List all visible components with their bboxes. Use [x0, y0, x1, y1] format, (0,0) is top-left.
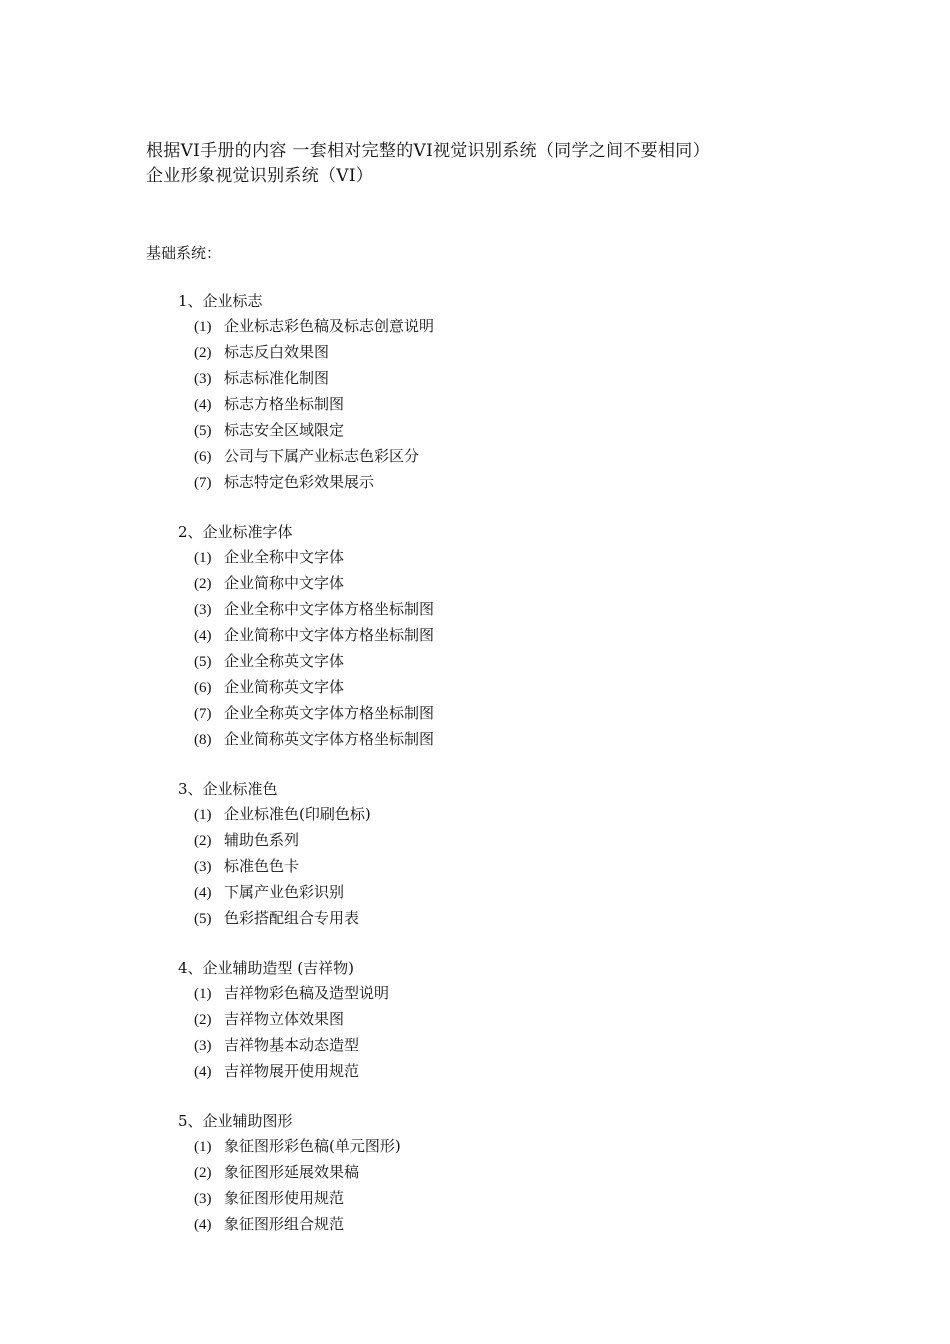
- list-item: [194, 1007, 828, 1033]
- item-text: 公司与下属产业标志色彩区分: [224, 447, 420, 465]
- item-text: 吉祥物立体效果图: [224, 1010, 345, 1028]
- item-number: (2): [194, 833, 212, 849]
- section-title: 4、企业辅助造型 (吉祥物): [178, 959, 355, 977]
- list-item: [194, 392, 828, 418]
- item-text: 吉祥物展开使用规范: [224, 1062, 360, 1080]
- item-text: 标志反白效果图: [224, 343, 330, 361]
- list-item: [194, 906, 828, 932]
- item-text: 象征图形使用规范: [224, 1189, 345, 1207]
- base-system-heading: 基础系统：: [146, 244, 222, 262]
- item-number: (7): [194, 706, 212, 722]
- item-number: (1): [194, 550, 212, 566]
- list-item: [194, 545, 828, 571]
- item-number: (2): [194, 576, 212, 592]
- item-number: (2): [194, 1165, 212, 1181]
- item-number: (4): [194, 1064, 212, 1080]
- list-item: [194, 649, 828, 675]
- item-text: 企业全称英文字体方格坐标制图: [224, 704, 435, 722]
- item-text: 象征图形彩色稿(单元图形): [224, 1137, 401, 1155]
- item-number: (6): [194, 680, 212, 696]
- section-title: 1、企业标志: [178, 292, 263, 310]
- list-item: [194, 623, 828, 649]
- list-item: [194, 571, 828, 597]
- section-auxiliary-graphics: [178, 1109, 828, 1238]
- section-title: 2、企业标准字体: [178, 523, 293, 541]
- item-text: 吉祥物彩色稿及造型说明: [224, 984, 390, 1002]
- item-number: (1): [194, 1139, 212, 1155]
- item-text: 企业全称中文字体方格坐标制图: [224, 600, 435, 618]
- list-item: [194, 366, 828, 392]
- item-number: (7): [194, 475, 212, 491]
- section-enterprise-logo: [178, 289, 828, 496]
- item-number: (3): [194, 371, 212, 387]
- item-text: 辅助色系列: [224, 831, 300, 849]
- item-number: (1): [194, 986, 212, 1002]
- item-text: 标准色色卡: [224, 857, 300, 875]
- item-number: (3): [194, 859, 212, 875]
- list-item: [194, 981, 828, 1007]
- item-text: 企业全称中文字体: [224, 548, 345, 566]
- item-text: 标志方格坐标制图: [224, 395, 345, 413]
- document-title-line-1: 根据VI手册的内容 一套相对完整的VI视觉识别系统（同学之间不要相同）: [146, 141, 710, 161]
- item-number: (3): [194, 602, 212, 618]
- item-number: (5): [194, 423, 212, 439]
- document-title-block: [146, 139, 866, 189]
- list-item: [194, 802, 828, 828]
- list-item: [194, 701, 828, 727]
- item-number: (1): [194, 319, 212, 335]
- item-number: (4): [194, 885, 212, 901]
- item-text: 企业标准色(印刷色标): [224, 805, 371, 823]
- list-item: [194, 470, 828, 496]
- list-item: [194, 727, 828, 753]
- document-title-line-2: 企业形象视觉识别系统（VI）: [146, 166, 374, 186]
- list-item: [194, 597, 828, 623]
- outline-sections: [178, 289, 828, 1262]
- item-number: (6): [194, 449, 212, 465]
- list-item: [194, 1160, 828, 1186]
- item-text: 标志安全区域限定: [224, 421, 345, 439]
- list-item: [194, 828, 828, 854]
- list-item: [194, 1212, 828, 1238]
- item-text: 企业简称中文字体方格坐标制图: [224, 626, 435, 644]
- list-item: [194, 1186, 828, 1212]
- section-standard-color: [178, 777, 828, 932]
- list-item: [194, 854, 828, 880]
- item-number: (3): [194, 1191, 212, 1207]
- item-text: 企业全称英文字体: [224, 652, 345, 670]
- item-number: (4): [194, 1217, 212, 1233]
- item-text: 象征图形延展效果稿: [224, 1163, 360, 1181]
- item-number: (4): [194, 628, 212, 644]
- item-text: 企业简称英文字体方格坐标制图: [224, 730, 435, 748]
- item-text: 标志标准化制图: [224, 369, 330, 387]
- item-text: 企业简称中文字体: [224, 574, 345, 592]
- section-standard-font: [178, 520, 828, 753]
- item-text: 象征图形组合规范: [224, 1215, 345, 1233]
- item-text: 标志特定色彩效果展示: [224, 473, 375, 491]
- item-number: (2): [194, 345, 212, 361]
- item-text: 吉祥物基本动态造型: [224, 1036, 360, 1054]
- list-item: [194, 340, 828, 366]
- item-text: 企业简称英文字体: [224, 678, 345, 696]
- section-title: 3、企业标准色: [178, 780, 278, 798]
- list-item: [194, 675, 828, 701]
- item-number: (5): [194, 911, 212, 927]
- item-number: (4): [194, 397, 212, 413]
- item-number: (5): [194, 654, 212, 670]
- list-item: [194, 1059, 828, 1085]
- list-item: [194, 314, 828, 340]
- list-item: [194, 880, 828, 906]
- item-text: 色彩搭配组合专用表: [224, 909, 360, 927]
- section-mascot: [178, 956, 828, 1085]
- item-number: (8): [194, 732, 212, 748]
- section-title: 5、企业辅助图形: [178, 1112, 293, 1130]
- item-number: (2): [194, 1012, 212, 1028]
- list-item: [194, 418, 828, 444]
- item-text: 下属产业色彩识别: [224, 883, 345, 901]
- item-number: (1): [194, 807, 212, 823]
- list-item: [194, 1134, 828, 1160]
- item-number: (3): [194, 1038, 212, 1054]
- list-item: [194, 1033, 828, 1059]
- item-text: 企业标志彩色稿及标志创意说明: [224, 317, 435, 335]
- list-item: [194, 444, 828, 470]
